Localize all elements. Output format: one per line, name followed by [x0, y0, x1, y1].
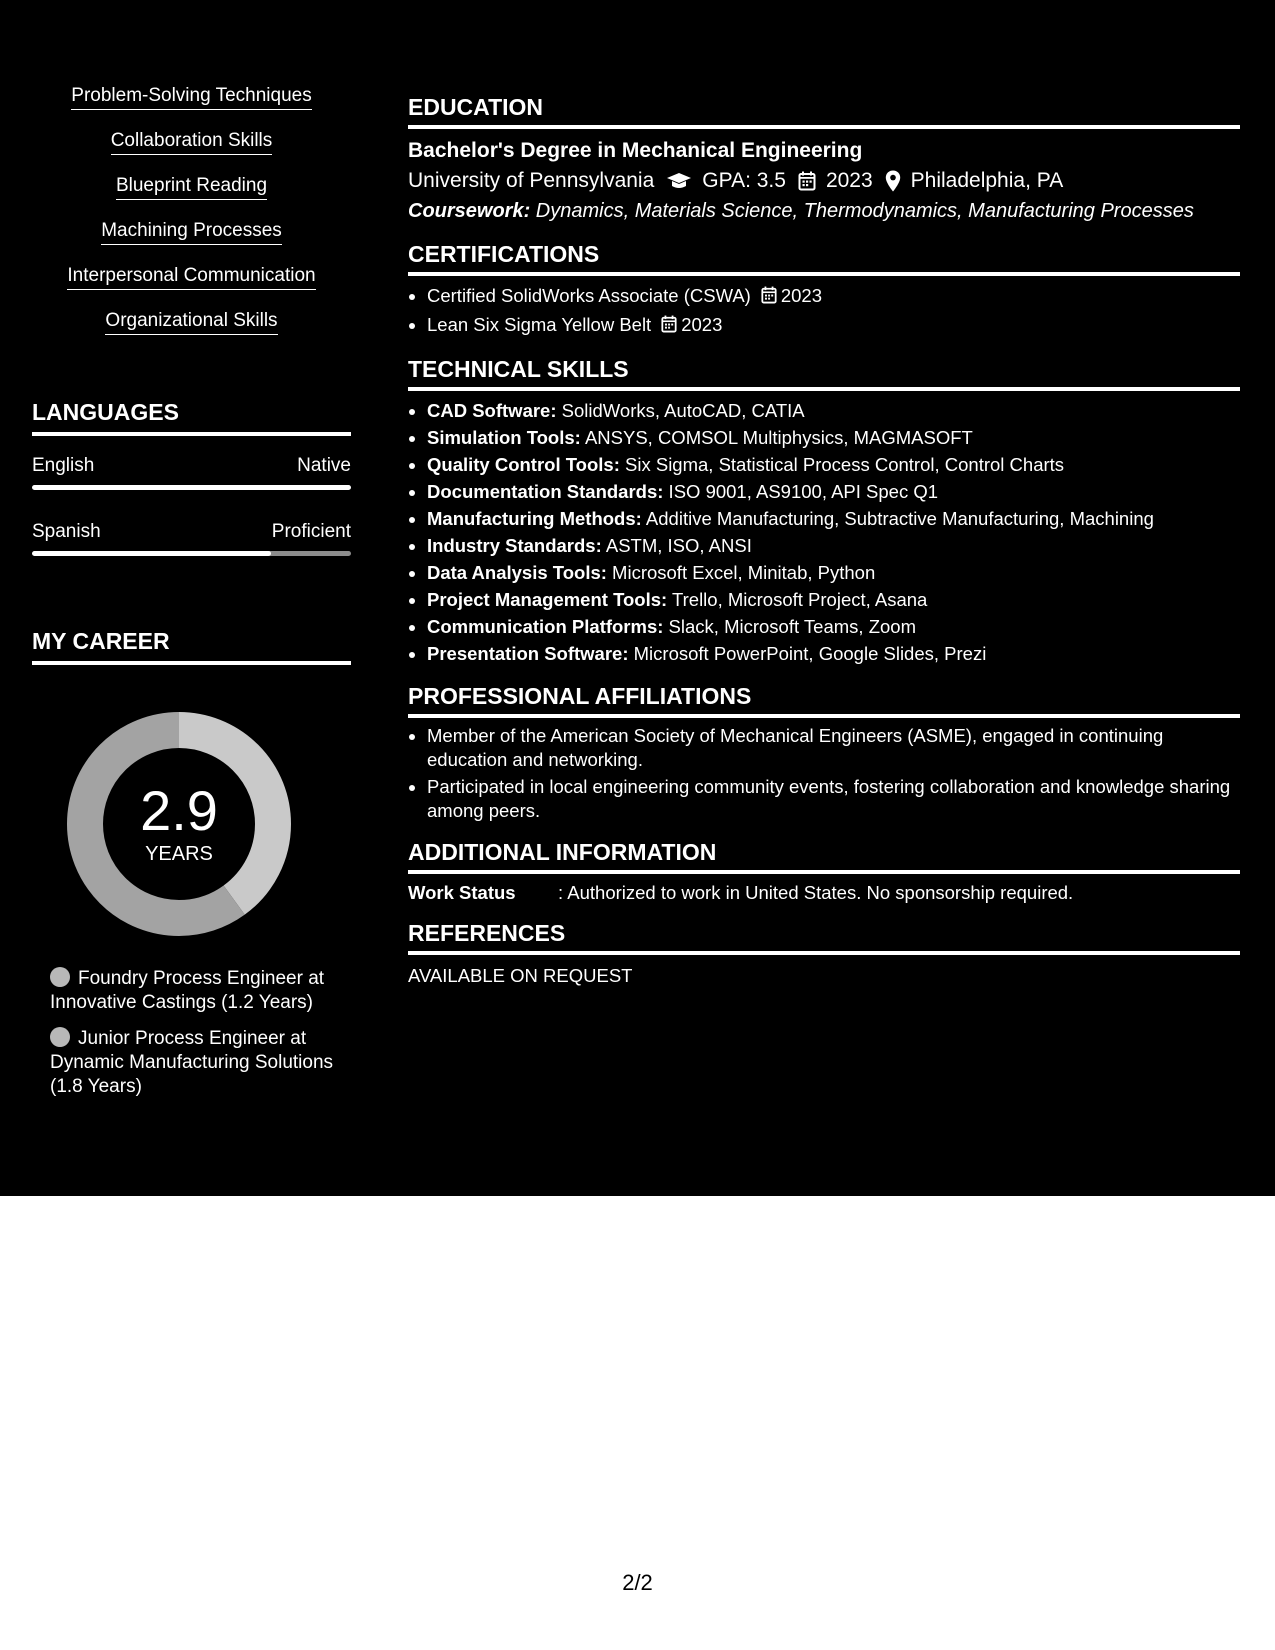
- technical-skills-list: [408, 397, 1240, 667]
- language-row: [32, 520, 351, 556]
- technical-skill-value: Microsoft PowerPoint, Google Slides, Prezi: [628, 643, 987, 664]
- technical-skill-item: [427, 505, 1240, 532]
- school-name: University of Pennsylvania: [408, 169, 655, 192]
- technical-skill-value: Slack, Microsoft Teams, Zoom: [663, 616, 916, 637]
- language-name: English: [32, 455, 95, 476]
- skill-list-item: [32, 309, 351, 354]
- references-text: AVAILABLE ON REQUEST: [408, 965, 633, 986]
- career-list: [50, 967, 340, 1099]
- page-number: 2/2: [622, 1570, 653, 1595]
- technical-skill-label: Industry Standards:: [427, 535, 602, 556]
- education-heading: EDUCATION: [408, 94, 1240, 129]
- sidebar: [32, 84, 351, 1111]
- coursework: [408, 197, 1240, 225]
- technical-skill-item: [427, 397, 1240, 424]
- skills-list: [32, 84, 351, 354]
- references-heading: REFERENCES: [408, 920, 1240, 955]
- career-dot-icon: [50, 967, 70, 987]
- career-item: [50, 967, 340, 1015]
- calendar-icon: [798, 171, 816, 191]
- calendar-icon: [661, 313, 677, 340]
- certifications-list: [408, 282, 1240, 340]
- technical-skill-label: Project Management Tools:: [427, 589, 668, 610]
- technical-skill-label: Manufacturing Methods:: [427, 508, 642, 529]
- language-name: Spanish: [32, 521, 101, 542]
- career-donut-chart: [64, 709, 294, 939]
- technical-skill-item: [427, 532, 1240, 559]
- certification-item: [427, 311, 1240, 340]
- graduation-cap-icon: [666, 172, 692, 190]
- skill-item: Blueprint Reading: [116, 174, 267, 200]
- language-proficiency-bar: [32, 485, 351, 490]
- career-item-label: Junior Process Engineer at Dynamic Manufacturing Solutions (1.8 Years): [50, 1028, 334, 1097]
- skill-item: Interpersonal Communication: [67, 264, 315, 290]
- technical-skill-value: ASTM, ISO, ANSI: [601, 535, 752, 556]
- career-total-value: 2.9: [140, 779, 218, 842]
- calendar-icon: [761, 284, 777, 311]
- coursework-label: Coursework:: [408, 200, 531, 222]
- certification-name: Certified SolidWorks Associate (CSWA): [427, 285, 751, 306]
- education-meta: [408, 165, 1240, 197]
- technical-skill-item: [427, 559, 1240, 586]
- technical-skill-item: [427, 424, 1240, 451]
- references-section: [408, 920, 1240, 987]
- additional-info-heading: ADDITIONAL INFORMATION: [408, 839, 1240, 874]
- technical-skill-item: [427, 613, 1240, 640]
- skill-item: Machining Processes: [101, 219, 282, 245]
- technical-skill-value: Microsoft Excel, Minitab, Python: [606, 562, 876, 583]
- additional-info-section: [408, 839, 1240, 904]
- technical-skill-value: Additive Manufacturing, Subtractive Manufacturing, Machining: [641, 508, 1154, 529]
- main-content: [408, 94, 1240, 1003]
- languages-section: [32, 399, 351, 556]
- technical-skill-value: ISO 9001, AS9100, API Spec Q1: [663, 481, 939, 502]
- degree-title: Bachelor's Degree in Mechanical Engineering: [408, 139, 863, 162]
- technical-skill-item: [427, 478, 1240, 505]
- certification-year: 2023: [681, 314, 723, 335]
- gpa: GPA: 3.5: [702, 169, 786, 192]
- career-item-label: Foundry Process Engineer at Innovative Castings (1.2 Years): [50, 968, 325, 1013]
- skill-item: Organizational Skills: [105, 309, 277, 335]
- language-proficiency-bar: [32, 551, 351, 556]
- technical-skill-label: Documentation Standards:: [427, 481, 664, 502]
- skill-list-item: [32, 174, 351, 219]
- career-item: [50, 1027, 340, 1099]
- technical-skill-label: Communication Platforms:: [427, 616, 664, 637]
- affiliations-list: [408, 724, 1240, 823]
- language-level: Native: [297, 455, 351, 476]
- certifications-section: [408, 241, 1240, 340]
- skill-list-item: [32, 264, 351, 309]
- technical-skills-section: [408, 356, 1240, 667]
- technical-skill-item: [427, 640, 1240, 667]
- language-proficiency-fill: [32, 485, 351, 490]
- affiliation-item: • Member of the American Society of Mechanical Engineers (ASME), engaged in continuing education and networking.: [427, 724, 1240, 772]
- skill-item: Collaboration Skills: [111, 129, 273, 155]
- work-status-label: Work Status: [408, 882, 516, 903]
- skill-list-item: [32, 129, 351, 174]
- work-status-value: : Authorized to work in United States. No sponsorship required.: [558, 882, 1074, 903]
- career-section: [32, 628, 351, 1099]
- graduation-year: 2023: [825, 169, 873, 192]
- technical-skill-label: CAD Software:: [427, 400, 557, 421]
- education-section: [408, 94, 1240, 225]
- language-proficiency-fill: [32, 551, 271, 556]
- work-status-row: [408, 882, 1240, 904]
- skill-item: Problem-Solving Techniques: [71, 84, 311, 110]
- technical-skills-heading: TECHNICAL SKILLS: [408, 356, 1240, 391]
- technical-skill-value: ANSYS, COMSOL Multiphysics, MAGMASOFT: [580, 427, 973, 448]
- skill-list-item: [32, 84, 351, 129]
- coursework-list: Dynamics, Materials Science, Thermodynamics, Manufacturing Processes: [530, 200, 1194, 222]
- technical-skill-label: Simulation Tools:: [427, 427, 581, 448]
- technical-skill-label: Data Analysis Tools:: [427, 562, 607, 583]
- affiliation-item: • Participated in local engineering community events, fostering collaboration and knowledge sharing among peers.: [427, 775, 1240, 823]
- career-heading: MY CAREER: [32, 628, 351, 665]
- technical-skill-value: SolidWorks, AutoCAD, CATIA: [556, 400, 805, 421]
- skill-list-item: [32, 219, 351, 264]
- certification-year: 2023: [780, 285, 822, 306]
- technical-skill-label: Presentation Software:: [427, 643, 629, 664]
- technical-skill-value: Six Sigma, Statistical Process Control, Control Charts: [619, 454, 1065, 475]
- career-total-unit: YEARS: [145, 843, 213, 865]
- language-row: [32, 454, 351, 490]
- technical-skill-item: [427, 586, 1240, 613]
- certifications-heading: CERTIFICATIONS: [408, 241, 1240, 276]
- career-dot-icon: [50, 1027, 70, 1047]
- technical-skill-item: [427, 451, 1240, 478]
- certification-name: Lean Six Sigma Yellow Belt: [427, 314, 652, 335]
- certification-item: [427, 282, 1240, 311]
- technical-skill-value: Trello, Microsoft Project, Asana: [667, 589, 928, 610]
- languages-heading: LANGUAGES: [32, 399, 351, 436]
- education-location: Philadelphia, PA: [910, 169, 1064, 192]
- location-pin-icon: [885, 170, 901, 192]
- affiliations-section: [408, 683, 1240, 823]
- technical-skill-label: Quality Control Tools:: [427, 454, 620, 475]
- language-level: Proficient: [271, 521, 351, 542]
- affiliations-heading: PROFESSIONAL AFFILIATIONS: [408, 683, 1240, 718]
